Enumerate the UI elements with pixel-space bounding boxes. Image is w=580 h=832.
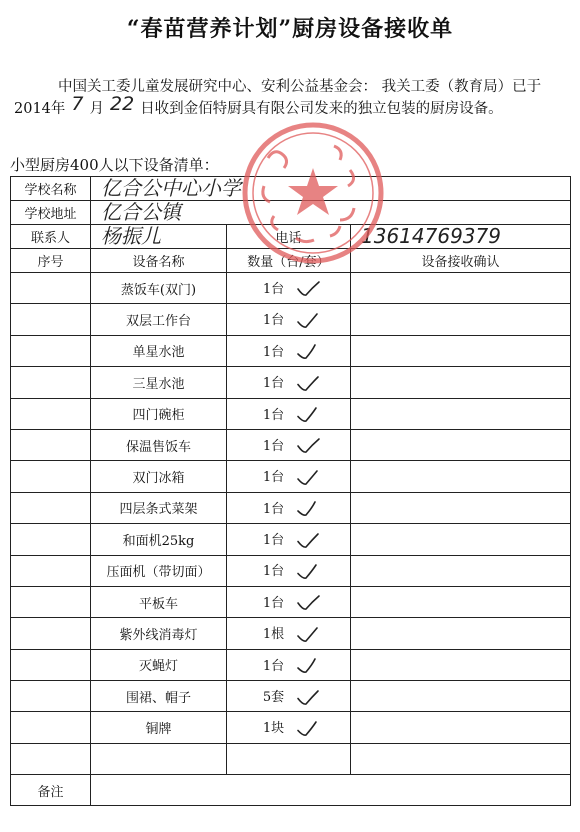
row-no [11,618,91,649]
confirm-cell [351,273,571,304]
item-qty: 5套 [262,690,285,706]
row-no [11,555,91,586]
item-name: 蒸饭车(双门) [91,273,227,304]
item-qty-cell [227,398,351,429]
table-row [11,273,571,304]
intro-text-3: 日收到金佰特厨具有限公司发来的独立包装的厨房设备。 [140,101,503,117]
contact-value: 杨振儿 [101,223,161,248]
table-row [11,618,571,649]
contact-label: 联系人 [11,225,91,249]
confirm-cell [351,743,571,774]
intro-paragraph [14,76,570,120]
row-no [11,304,91,335]
item-name: 双层工作台 [91,304,227,335]
school-address-value: 亿合公镇 [101,199,181,224]
school-address-cell [91,201,571,225]
item-qty-cell [227,367,351,398]
checkmark-icon [296,626,322,644]
contact-cell [91,225,227,249]
item-name: 铜牌 [91,712,227,743]
item-qty-cell [227,649,351,680]
header-confirm: 设备接收确认 [351,249,571,273]
checkmark-icon [296,406,322,424]
checkmark-icon [296,437,322,455]
school-name-cell [91,177,571,201]
item-qty-cell [227,586,351,617]
checkmark-icon [296,343,322,361]
item-qty: 1台 [262,407,285,423]
row-no [11,649,91,680]
list-subtitle: 小型厨房400人以下设备清单： [10,156,219,174]
item-qty-cell [227,618,351,649]
item-qty: 1台 [262,313,285,329]
item-name: 压面机（带切面） [91,555,227,586]
item-qty-cell [227,681,351,712]
item-name: 保温售饭车 [91,429,227,460]
item-qty-cell [227,524,351,555]
confirm-cell [351,681,571,712]
confirm-cell [351,335,571,366]
item-name [91,743,227,774]
item-qty: 1台 [262,658,285,674]
equipment-table [10,176,571,806]
item-qty: 1台 [262,376,285,392]
item-name: 平板车 [91,586,227,617]
checkmark-icon [296,500,322,518]
confirm-cell [351,367,571,398]
item-name: 和面机25kg [91,524,227,555]
item-qty-cell [227,335,351,366]
item-name: 三星水池 [91,367,227,398]
checkmark-icon [296,469,322,487]
checkmark-icon [296,563,322,581]
row-no [11,461,91,492]
item-name: 四层条式菜架 [91,492,227,523]
phone-label: 电话 [227,225,351,249]
confirm-cell [351,649,571,680]
confirm-cell [351,524,571,555]
checkmark-icon [296,594,322,612]
table-header-row [11,249,571,273]
table-row [11,398,571,429]
item-qty: 1根 [262,627,285,643]
checkmark-icon [296,689,322,707]
phone-cell [351,225,571,249]
note-row [11,775,571,806]
table-row [11,367,571,398]
checkmark-icon [296,532,322,550]
item-name: 四门碗柜 [91,398,227,429]
checkmark-icon [296,657,322,675]
header-no: 序号 [11,249,91,273]
item-qty-cell [227,304,351,335]
table-row-empty [11,743,571,774]
table-row [11,492,571,523]
table-row [11,555,571,586]
school-address-label: 学校地址 [11,201,91,225]
row-no [11,586,91,617]
item-qty: 1台 [262,501,285,517]
item-qty-cell [227,712,351,743]
item-name: 紫外线消毒灯 [91,618,227,649]
confirm-cell [351,712,571,743]
item-name: 灭蝇灯 [91,649,227,680]
item-name: 单星水池 [91,335,227,366]
school-name-row [11,177,571,201]
item-qty-cell [227,429,351,460]
row-no [11,335,91,366]
item-qty-cell [227,743,351,774]
row-no [11,681,91,712]
table-row [11,649,571,680]
confirm-cell [351,492,571,523]
confirm-cell [351,429,571,460]
item-qty: 1台 [262,470,285,486]
row-no [11,429,91,460]
document-title: “春苗营养计划”厨房设备接收单 [126,16,454,42]
item-qty-cell [227,492,351,523]
confirm-cell [351,398,571,429]
confirm-cell [351,461,571,492]
table-row [11,461,571,492]
item-qty: 1台 [262,281,285,297]
checkmark-icon [296,312,322,330]
handwritten-month: 7 [71,93,84,115]
table-row [11,335,571,366]
row-no [11,524,91,555]
item-name: 双门冰箱 [91,461,227,492]
checkmark-icon [296,280,322,298]
row-no [11,398,91,429]
row-no [11,743,91,774]
table-row [11,304,571,335]
item-qty: 1台 [262,564,285,580]
row-no [11,712,91,743]
intro-text-1: 中国关工委儿童发展研究中心、安利公益基金会： 我关工委（教育局）已于2014年 [14,79,542,117]
school-name-label: 学校名称 [11,177,91,201]
table-row [11,681,571,712]
table-row [11,524,571,555]
phone-value: 13614769379 [361,223,501,248]
item-name: 围裙、帽子 [91,681,227,712]
school-name-value: 亿合公中心小学 [101,175,241,200]
contact-row [11,225,571,249]
checkmark-icon [296,375,322,393]
table-row [11,586,571,617]
confirm-cell [351,586,571,617]
row-no [11,273,91,304]
item-qty: 1台 [262,533,285,549]
note-label: 备注 [11,775,91,806]
checkmark-icon [296,720,322,738]
header-name: 设备名称 [91,249,227,273]
table-row [11,429,571,460]
intro-text-2: 月 [89,101,104,117]
item-qty: 1台 [262,438,285,454]
header-qty: 数量（台/套） [227,249,351,273]
item-qty: 1台 [262,595,285,611]
confirm-cell [351,618,571,649]
item-qty: 1台 [262,344,285,360]
row-no [11,367,91,398]
table-row [11,712,571,743]
item-qty-cell [227,461,351,492]
confirm-cell [351,304,571,335]
confirm-cell [351,555,571,586]
item-qty: 1块 [262,721,285,737]
note-value [91,775,571,806]
item-qty-cell [227,273,351,304]
item-qty-cell [227,555,351,586]
row-no [11,492,91,523]
school-address-row [11,201,571,225]
handwritten-day: 22 [110,93,135,115]
